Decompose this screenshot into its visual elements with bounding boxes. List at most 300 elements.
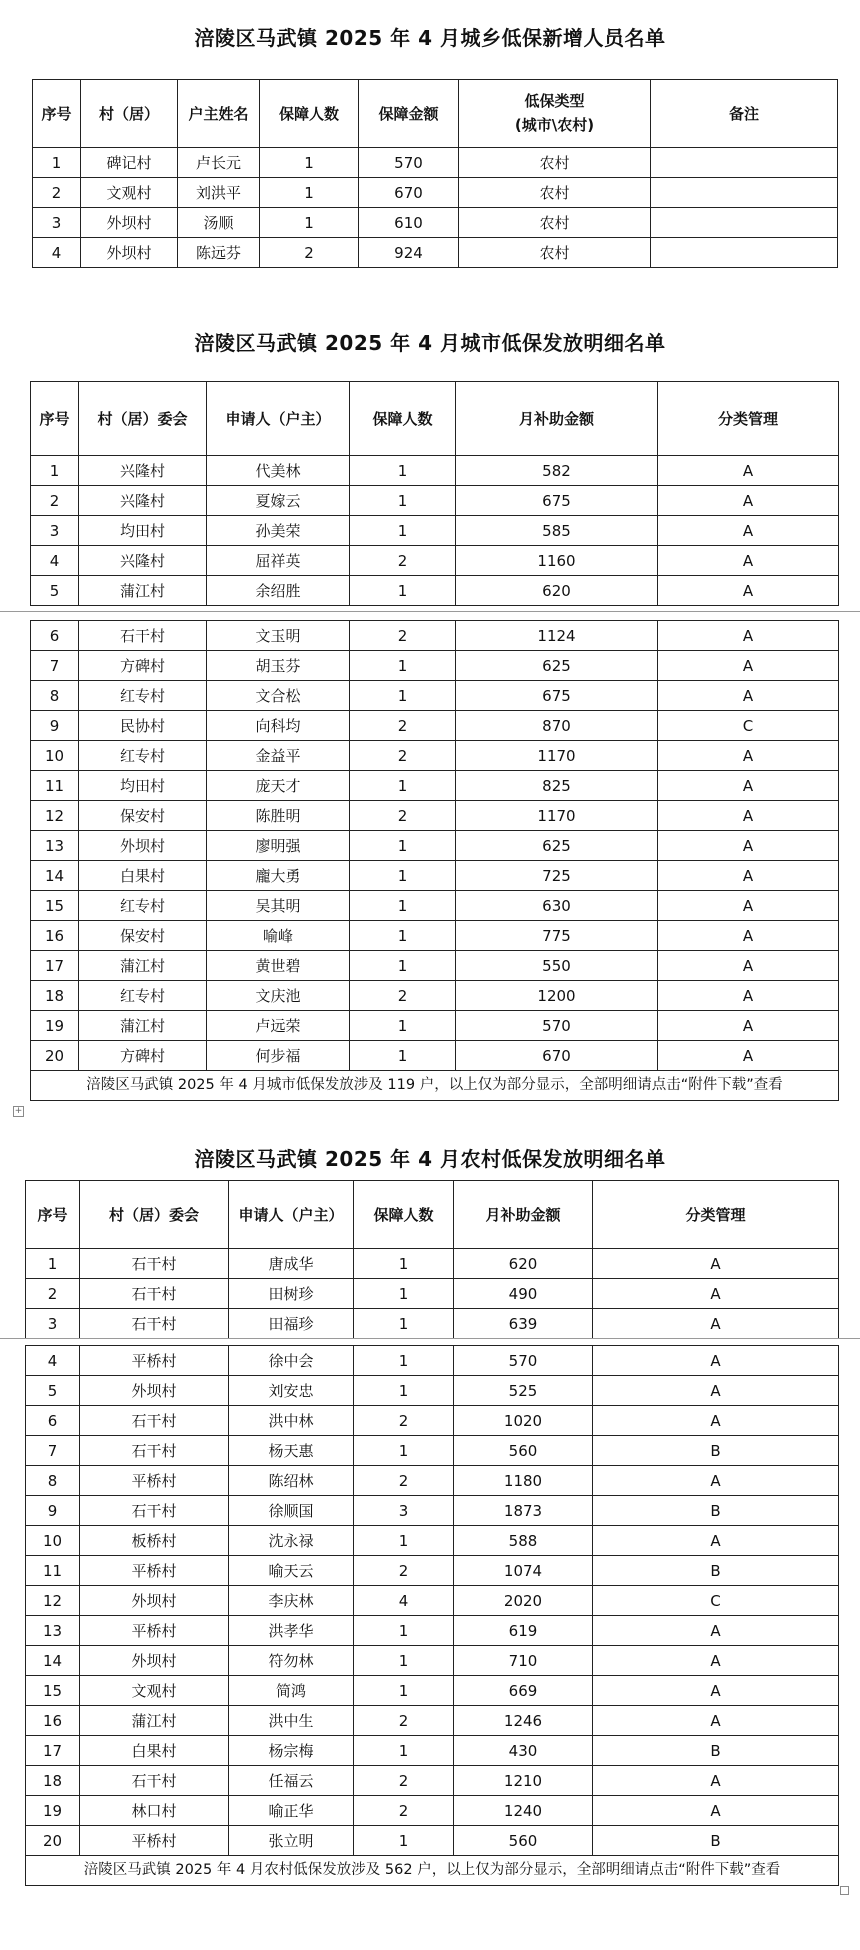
table-row	[31, 456, 839, 486]
header-persons: 保障人数	[350, 382, 456, 456]
seq-cell: 8	[31, 681, 79, 711]
seq-cell: 14	[31, 861, 79, 891]
village-cell: 外坝村	[80, 1586, 229, 1616]
applicant-cell: 何步福	[207, 1041, 350, 1071]
subsidy-cell: 2020	[454, 1586, 593, 1616]
section2-title: 涪陵区马武镇 2025 年 4 月城市低保发放明细名单	[194, 331, 666, 355]
persons-cell: 2	[350, 981, 456, 1011]
amount-cell: 610	[359, 208, 459, 238]
table-row	[26, 1676, 839, 1706]
applicant-cell: 吴其明	[207, 891, 350, 921]
village-cell: 石干村	[80, 1406, 229, 1436]
village-cell: 平桥村	[80, 1556, 229, 1586]
village-cell: 蒲江村	[79, 1011, 207, 1041]
table-row	[26, 1766, 839, 1796]
table-row	[26, 1586, 839, 1616]
applicant-cell: 喻峰	[207, 921, 350, 951]
seq-cell: 10	[31, 741, 79, 771]
village-cell: 外坝村	[81, 208, 178, 238]
persons-cell: 1	[354, 1376, 454, 1406]
seq-cell: 3	[33, 208, 81, 238]
village-cell: 平桥村	[80, 1466, 229, 1496]
category-cell: A	[658, 1011, 839, 1041]
village-cell: 平桥村	[80, 1826, 229, 1856]
applicant-cell: 喻天云	[229, 1556, 354, 1586]
persons-cell: 2	[350, 621, 456, 651]
header-village: 村（居）	[81, 80, 178, 148]
category-cell: A	[658, 456, 839, 486]
persons-cell: 2	[350, 741, 456, 771]
persons-cell: 1	[354, 1826, 454, 1856]
amount-cell: 924	[359, 238, 459, 268]
category-cell: A	[593, 1526, 839, 1556]
applicant-cell: 金益平	[207, 741, 350, 771]
seq-cell: 7	[26, 1436, 80, 1466]
applicant-cell: 代美林	[207, 456, 350, 486]
header-village-committee: 村（居）委会	[80, 1181, 229, 1249]
village-cell: 石干村	[80, 1279, 229, 1309]
village-cell: 兴隆村	[79, 486, 207, 516]
page-break-line	[0, 611, 860, 612]
section3-title: 涪陵区马武镇 2025 年 4 月农村低保发放明细名单	[194, 1147, 666, 1171]
seq-cell: 8	[26, 1466, 80, 1496]
seq-cell: 6	[31, 621, 79, 651]
applicant-cell: 田树珍	[229, 1279, 354, 1309]
village-cell: 红专村	[79, 681, 207, 711]
applicant-cell: 文合松	[207, 681, 350, 711]
seq-cell: 20	[26, 1826, 80, 1856]
category-cell: A	[658, 546, 839, 576]
table-row	[26, 1406, 839, 1436]
householder-cell: 卢长元	[178, 148, 260, 178]
table-row	[31, 771, 839, 801]
village-cell: 石干村	[79, 621, 207, 651]
table-header-row	[31, 382, 839, 456]
header-persons: 保障人数	[354, 1181, 454, 1249]
table-row	[31, 651, 839, 681]
persons-cell: 1	[354, 1309, 454, 1339]
header-type-line2: (城市\农村)	[514, 115, 595, 134]
subsidy-cell: 620	[456, 576, 658, 606]
persons-cell: 1	[350, 456, 456, 486]
urban-table-continued	[30, 620, 839, 1101]
persons-cell: 1	[354, 1436, 454, 1466]
village-cell: 蒲江村	[79, 951, 207, 981]
householder-cell: 陈远芬	[178, 238, 260, 268]
table-header-row	[33, 80, 838, 148]
persons-cell: 2	[354, 1766, 454, 1796]
table-row	[26, 1279, 839, 1309]
persons-cell: 1	[350, 516, 456, 546]
village-cell: 保安村	[79, 801, 207, 831]
header-householder: 户主姓名	[178, 80, 260, 148]
village-cell: 保安村	[79, 921, 207, 951]
category-cell: A	[658, 951, 839, 981]
category-cell: A	[658, 486, 839, 516]
header-remarks: 备注	[651, 80, 838, 148]
remarks-cell	[651, 148, 838, 178]
seq-cell: 20	[31, 1041, 79, 1071]
seq-cell: 15	[26, 1676, 80, 1706]
category-cell: A	[658, 741, 839, 771]
category-cell: A	[658, 621, 839, 651]
village-cell: 林口村	[80, 1796, 229, 1826]
subsidy-cell: 525	[454, 1376, 593, 1406]
table-header-row	[26, 1181, 839, 1249]
seq-cell: 6	[26, 1406, 80, 1436]
subsidy-cell: 1873	[454, 1496, 593, 1526]
category-cell: B	[593, 1556, 839, 1586]
village-cell: 方碑村	[79, 1041, 207, 1071]
householder-cell: 刘洪平	[178, 178, 260, 208]
category-cell: A	[658, 771, 839, 801]
subsidy-cell: 560	[454, 1826, 593, 1856]
table-row	[26, 1706, 839, 1736]
table-row	[31, 981, 839, 1011]
village-cell: 白果村	[80, 1736, 229, 1766]
table-row	[26, 1496, 839, 1526]
category-cell: A	[593, 1309, 839, 1339]
category-cell: B	[593, 1496, 839, 1526]
amount-cell: 570	[359, 148, 459, 178]
applicant-cell: 洪孝华	[229, 1616, 354, 1646]
table-row	[31, 546, 839, 576]
persons-cell: 1	[350, 771, 456, 801]
persons-cell: 1	[354, 1526, 454, 1556]
village-cell: 民协村	[79, 711, 207, 741]
village-cell: 蒲江村	[80, 1706, 229, 1736]
seq-cell: 18	[26, 1766, 80, 1796]
amount-cell: 670	[359, 178, 459, 208]
subsidy-cell: 1180	[454, 1466, 593, 1496]
table-row	[33, 208, 838, 238]
applicant-cell: 杨宗梅	[229, 1736, 354, 1766]
category-cell: A	[593, 1376, 839, 1406]
seq-cell: 2	[26, 1279, 80, 1309]
village-cell: 石干村	[80, 1309, 229, 1339]
table-row	[26, 1436, 839, 1466]
category-cell: A	[658, 801, 839, 831]
category-cell: B	[593, 1436, 839, 1466]
persons-cell: 1	[350, 576, 456, 606]
village-cell: 碑记村	[81, 148, 178, 178]
seq-cell: 12	[31, 801, 79, 831]
village-cell: 外坝村	[80, 1646, 229, 1676]
seq-cell: 4	[31, 546, 79, 576]
applicant-cell: 孙美荣	[207, 516, 350, 546]
seq-cell: 12	[26, 1586, 80, 1616]
seq-cell: 15	[31, 891, 79, 921]
subsidy-cell: 588	[454, 1526, 593, 1556]
header-applicant: 申请人（户主）	[207, 382, 350, 456]
category-cell: A	[593, 1466, 839, 1496]
persons-cell: 1	[350, 921, 456, 951]
persons-cell: 1	[354, 1616, 454, 1646]
category-cell: A	[593, 1796, 839, 1826]
village-cell: 白果村	[79, 861, 207, 891]
village-cell: 方碑村	[79, 651, 207, 681]
persons-cell: 3	[354, 1496, 454, 1526]
seq-cell: 14	[26, 1646, 80, 1676]
table-row	[33, 178, 838, 208]
village-cell: 兴隆村	[79, 456, 207, 486]
table-row	[31, 516, 839, 546]
persons-cell: 1	[354, 1279, 454, 1309]
category-cell: A	[658, 651, 839, 681]
subsidy-cell: 1200	[456, 981, 658, 1011]
seq-cell: 1	[33, 148, 81, 178]
seq-cell: 5	[31, 576, 79, 606]
table-row	[31, 681, 839, 711]
table-row	[31, 621, 839, 651]
category-cell: C	[593, 1586, 839, 1616]
subsidy-cell: 710	[454, 1646, 593, 1676]
header-category: 分类管理	[658, 382, 839, 456]
subsidy-cell: 1160	[456, 546, 658, 576]
village-cell: 外坝村	[79, 831, 207, 861]
table-row	[31, 1011, 839, 1041]
subsidy-cell: 725	[456, 861, 658, 891]
rural-table-continued	[25, 1345, 839, 1886]
village-cell: 蒲江村	[79, 576, 207, 606]
subsidy-cell: 625	[456, 651, 658, 681]
category-cell: A	[593, 1279, 839, 1309]
seq-cell: 17	[26, 1736, 80, 1766]
subsidy-cell: 675	[456, 486, 658, 516]
applicant-cell: 唐成华	[229, 1249, 354, 1279]
table-row	[31, 576, 839, 606]
applicant-cell: 黄世碧	[207, 951, 350, 981]
table-row	[26, 1646, 839, 1676]
persons-cell: 1	[350, 831, 456, 861]
category-cell: A	[658, 681, 839, 711]
village-cell: 红专村	[79, 981, 207, 1011]
subsidy-cell: 560	[454, 1436, 593, 1466]
persons-cell: 2	[350, 546, 456, 576]
applicant-cell: 洪中生	[229, 1706, 354, 1736]
applicant-cell: 文庆池	[207, 981, 350, 1011]
applicant-cell: 洪中林	[229, 1406, 354, 1436]
table-row	[33, 238, 838, 268]
table-row	[31, 1041, 839, 1071]
footnote-text: 涪陵区马武镇 2025 年 4 月城市低保发放涉及 119 户，以上仅为部分显示，全部明细请点击“附件下载”查看	[31, 1071, 839, 1101]
header-seq: 序号	[33, 80, 81, 148]
table-row	[31, 951, 839, 981]
applicant-cell: 徐顺国	[229, 1496, 354, 1526]
table-row	[26, 1556, 839, 1586]
header-applicant: 申请人（户主）	[229, 1181, 354, 1249]
seq-cell: 4	[33, 238, 81, 268]
category-cell: A	[658, 981, 839, 1011]
type-cell: 农村	[459, 148, 651, 178]
header-seq: 序号	[31, 382, 79, 456]
persons-cell: 1	[354, 1249, 454, 1279]
persons-cell: 1	[350, 1011, 456, 1041]
applicant-cell: 文玉明	[207, 621, 350, 651]
remarks-cell	[651, 238, 838, 268]
village-cell: 石干村	[80, 1766, 229, 1796]
rural-header-table	[25, 1180, 839, 1339]
subsidy-cell: 630	[456, 891, 658, 921]
table-row	[26, 1616, 839, 1646]
subsidy-cell: 1210	[454, 1766, 593, 1796]
seq-cell: 5	[26, 1376, 80, 1406]
applicant-cell: 庞天才	[207, 771, 350, 801]
subsidy-cell: 490	[454, 1279, 593, 1309]
table-resize-handle-icon[interactable]	[840, 1886, 849, 1895]
applicant-cell: 廖明强	[207, 831, 350, 861]
footnote-text: 涪陵区马武镇 2025 年 4 月农村低保发放涉及 562 户，以上仅为部分显示，全部明细请点击“附件下载”查看	[26, 1856, 839, 1886]
subsidy-cell: 582	[456, 456, 658, 486]
table-row	[26, 1736, 839, 1766]
subsidy-cell: 1240	[454, 1796, 593, 1826]
header-persons: 保障人数	[260, 80, 359, 148]
applicant-cell: 符勿林	[229, 1646, 354, 1676]
seq-cell: 9	[26, 1496, 80, 1526]
applicant-cell: 李庆林	[229, 1586, 354, 1616]
applicant-cell: 杨天惠	[229, 1436, 354, 1466]
village-cell: 外坝村	[80, 1376, 229, 1406]
seq-cell: 11	[26, 1556, 80, 1586]
applicant-cell: 徐中会	[229, 1346, 354, 1376]
seq-cell: 13	[26, 1616, 80, 1646]
persons-cell: 2	[354, 1406, 454, 1436]
subsidy-cell: 619	[454, 1616, 593, 1646]
urban-header-table	[30, 381, 839, 606]
header-type	[459, 80, 651, 148]
table-footnote-row	[26, 1856, 839, 1886]
persons-cell: 4	[354, 1586, 454, 1616]
applicant-cell: 田福珍	[229, 1309, 354, 1339]
remarks-cell	[651, 178, 838, 208]
category-cell: A	[593, 1249, 839, 1279]
category-cell: A	[658, 576, 839, 606]
table-row	[31, 831, 839, 861]
householder-cell: 汤顺	[178, 208, 260, 238]
table-row	[26, 1466, 839, 1496]
section1-title: 涪陵区马武镇 2025 年 4 月城乡低保新增人员名单	[194, 26, 666, 50]
table-row	[31, 741, 839, 771]
seq-cell: 7	[31, 651, 79, 681]
persons-cell: 1	[260, 178, 359, 208]
subsidy-cell: 550	[456, 951, 658, 981]
category-cell: A	[658, 891, 839, 921]
applicant-cell: 陈胜明	[207, 801, 350, 831]
table-row	[33, 148, 838, 178]
subsidy-cell: 585	[456, 516, 658, 546]
village-cell: 石干村	[80, 1436, 229, 1466]
header-village-committee: 村（居）委会	[79, 382, 207, 456]
category-cell: C	[658, 711, 839, 741]
category-cell: A	[593, 1406, 839, 1436]
category-cell: B	[593, 1736, 839, 1766]
persons-cell: 1	[350, 486, 456, 516]
persons-cell: 1	[354, 1646, 454, 1676]
header-amount: 保障金额	[359, 80, 459, 148]
applicant-cell: 喻正华	[229, 1796, 354, 1826]
applicant-cell: 任福云	[229, 1766, 354, 1796]
village-cell: 平桥村	[80, 1616, 229, 1646]
applicant-cell: 沈永禄	[229, 1526, 354, 1556]
subsidy-cell: 675	[456, 681, 658, 711]
subsidy-cell: 870	[456, 711, 658, 741]
category-cell: A	[658, 861, 839, 891]
subsidy-cell: 1246	[454, 1706, 593, 1736]
table-footnote-row	[31, 1071, 839, 1101]
header-monthly-subsidy: 月补助金额	[454, 1181, 593, 1249]
subsidy-cell: 430	[454, 1736, 593, 1766]
seq-cell: 3	[26, 1309, 80, 1339]
applicant-cell: 简鸿	[229, 1676, 354, 1706]
table-move-handle-icon[interactable]: +	[14, 1106, 23, 1116]
subsidy-cell: 825	[456, 771, 658, 801]
header-seq: 序号	[26, 1181, 80, 1249]
village-cell: 兴隆村	[79, 546, 207, 576]
table-row	[26, 1796, 839, 1826]
table-row	[31, 711, 839, 741]
seq-cell: 4	[26, 1346, 80, 1376]
village-cell: 均田村	[79, 516, 207, 546]
table-row	[26, 1249, 839, 1279]
table-row	[31, 891, 839, 921]
subsidy-cell: 775	[456, 921, 658, 951]
seq-cell: 13	[31, 831, 79, 861]
applicant-cell: 张立明	[229, 1826, 354, 1856]
persons-cell: 2	[354, 1556, 454, 1586]
subsidy-cell: 570	[454, 1346, 593, 1376]
persons-cell: 1	[350, 1041, 456, 1071]
subsidy-cell: 625	[456, 831, 658, 861]
category-cell: B	[593, 1826, 839, 1856]
subsidy-cell: 1020	[454, 1406, 593, 1436]
persons-cell: 2	[260, 238, 359, 268]
seq-cell: 1	[26, 1249, 80, 1279]
applicant-cell: 龐大勇	[207, 861, 350, 891]
seq-cell: 3	[31, 516, 79, 546]
village-cell: 文观村	[81, 178, 178, 208]
type-cell: 农村	[459, 238, 651, 268]
applicant-cell: 卢远荣	[207, 1011, 350, 1041]
seq-cell: 19	[26, 1796, 80, 1826]
seq-cell: 10	[26, 1526, 80, 1556]
table-row	[31, 921, 839, 951]
village-cell: 板桥村	[80, 1526, 229, 1556]
persons-cell: 1	[350, 951, 456, 981]
seq-cell: 11	[31, 771, 79, 801]
category-cell: A	[658, 831, 839, 861]
table-row	[26, 1526, 839, 1556]
seq-cell: 18	[31, 981, 79, 1011]
village-cell: 石干村	[80, 1249, 229, 1279]
table-row	[31, 801, 839, 831]
village-cell: 红专村	[79, 891, 207, 921]
category-cell: A	[593, 1676, 839, 1706]
subsidy-cell: 1170	[456, 741, 658, 771]
persons-cell: 1	[354, 1676, 454, 1706]
seq-cell: 1	[31, 456, 79, 486]
category-cell: A	[593, 1706, 839, 1736]
table-row	[26, 1309, 839, 1339]
persons-cell: 1	[350, 681, 456, 711]
persons-cell: 1	[350, 861, 456, 891]
table-row	[26, 1376, 839, 1406]
header-type-line1: 低保类型	[524, 92, 585, 111]
remarks-cell	[651, 208, 838, 238]
type-cell: 农村	[459, 208, 651, 238]
persons-cell: 1	[354, 1346, 454, 1376]
header-category: 分类管理	[593, 1181, 839, 1249]
category-cell: A	[658, 516, 839, 546]
